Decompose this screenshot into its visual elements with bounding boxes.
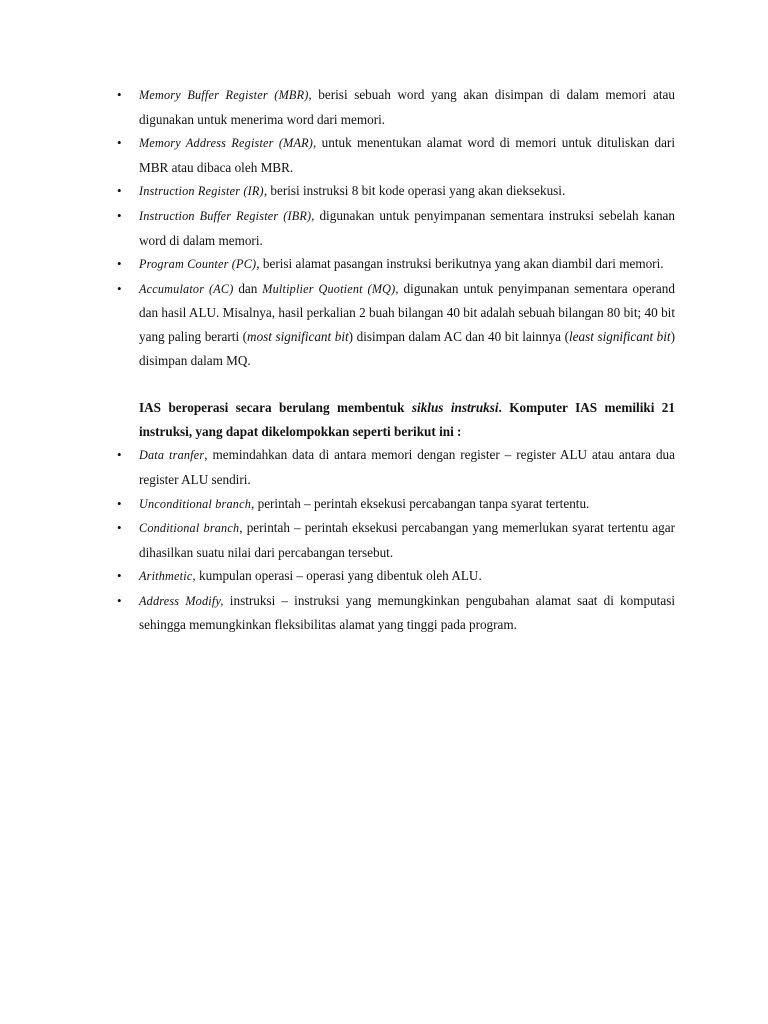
bullet: • <box>117 568 122 584</box>
list-item <box>114 589 675 637</box>
list-item <box>114 204 675 252</box>
lsb-term: least significant bit <box>568 328 671 344</box>
msb-term: most significant bit <box>247 328 349 344</box>
instruction-term: Unconditional branch <box>139 496 251 511</box>
bullet: • <box>117 256 122 272</box>
register-list <box>114 83 675 372</box>
register-term: Multiplier Quotient (MQ), <box>262 281 399 296</box>
register-term: Program Counter (PC) <box>139 257 257 272</box>
instruction-description: kumpulan operasi – operasi yang dibentuk oleh ALU. <box>195 568 482 584</box>
bullet: • <box>117 207 122 223</box>
register-term: Instruction Register (IR) <box>139 184 264 199</box>
bullet: • <box>117 592 122 608</box>
bullet: • <box>117 183 122 199</box>
instruction-description: , perintah – perintah eksekusi percabangan yang memerlukan syarat tertentu agar dihasilkan suatu nilai dari percabangan tersebut. <box>139 520 675 560</box>
intro-paragraph <box>114 396 675 443</box>
instruction-list <box>114 443 675 637</box>
bullet: • <box>117 135 122 151</box>
list-item <box>114 516 675 564</box>
instruction-description: , memindahkan data di antara memori dengan register – register ALU atau antara dua register ALU sendiri. <box>139 447 675 487</box>
list-item <box>114 443 675 491</box>
register-description: untuk menentukan alamat word di memori untuk dituliskan dari MBR atau dibaca oleh MBR. <box>139 135 675 175</box>
register-description: digunakan untuk penyimpanan sementara operand dan hasil ALU. Misalnya, hasil perkalian 2 buah bilangan 40 bit adalah sebuah bilangan 80 bit; 40 bit yang paling berarti ( <box>139 280 675 344</box>
connector-text: dan <box>233 280 263 296</box>
bullet: • <box>117 280 122 296</box>
intro-text: IAS beroperasi secara berulang membentuk <box>139 400 412 416</box>
list-item <box>114 83 675 131</box>
register-description: berisi sebuah word yang akan disimpan di dalam memori atau digunakan untuk menerima word dari memori. <box>139 87 675 127</box>
list-item <box>114 131 675 179</box>
list-item <box>114 252 675 277</box>
instruction-term: Arithmetic, <box>139 569 196 584</box>
instruction-term: Conditional branch <box>139 521 240 536</box>
instruction-description: instruksi – instruksi yang memungkinkan pengubahan alamat saat di komputasi sehingga memungkinkan fleksibilitas alamat yang tinggi pada program. <box>139 592 675 633</box>
register-term: Accumulator (AC) <box>139 281 234 296</box>
register-term: Memory Buffer Register (MBR), <box>139 88 312 102</box>
list-item <box>114 277 675 372</box>
instruction-term: Address Modify, <box>139 593 224 608</box>
intro-text-cont: . Komputer IAS memiliki 21 instruksi, yang dapat dikelompokkan seperti berikut ini : <box>139 400 675 439</box>
register-description: , berisi alamat pasangan instruksi berikutnya yang akan diambil dari memori. <box>256 256 664 272</box>
register-term: Instruction Buffer Register (IBR), <box>139 208 315 223</box>
instruction-description: , perintah – perintah eksekusi percabangan tanpa syarat tertentu. <box>251 495 590 511</box>
bullet: • <box>117 447 122 463</box>
register-description-cont: ) disimpan dalam AC dan 40 bit lainnya ( <box>348 328 569 344</box>
bullet: • <box>117 495 122 511</box>
bullet: • <box>117 87 122 102</box>
register-description-end: ) disimpan dalam MQ. <box>139 328 675 368</box>
list-item <box>114 179 675 204</box>
list-item <box>114 564 675 589</box>
register-description: , berisi instruksi 8 bit kode operasi yang akan dieksekusi. <box>263 183 566 199</box>
list-item <box>114 492 675 517</box>
intro-italic-term: siklus instruksi <box>411 400 499 416</box>
text-column <box>114 83 675 637</box>
bullet: • <box>117 520 122 536</box>
instruction-term: Data tranfer <box>139 448 205 463</box>
register-term: Memory Address Register (MAR), <box>139 136 317 151</box>
register-description: digunakan untuk penyimpanan sementara instruksi sebelah kanan word di dalam memori. <box>139 207 675 248</box>
